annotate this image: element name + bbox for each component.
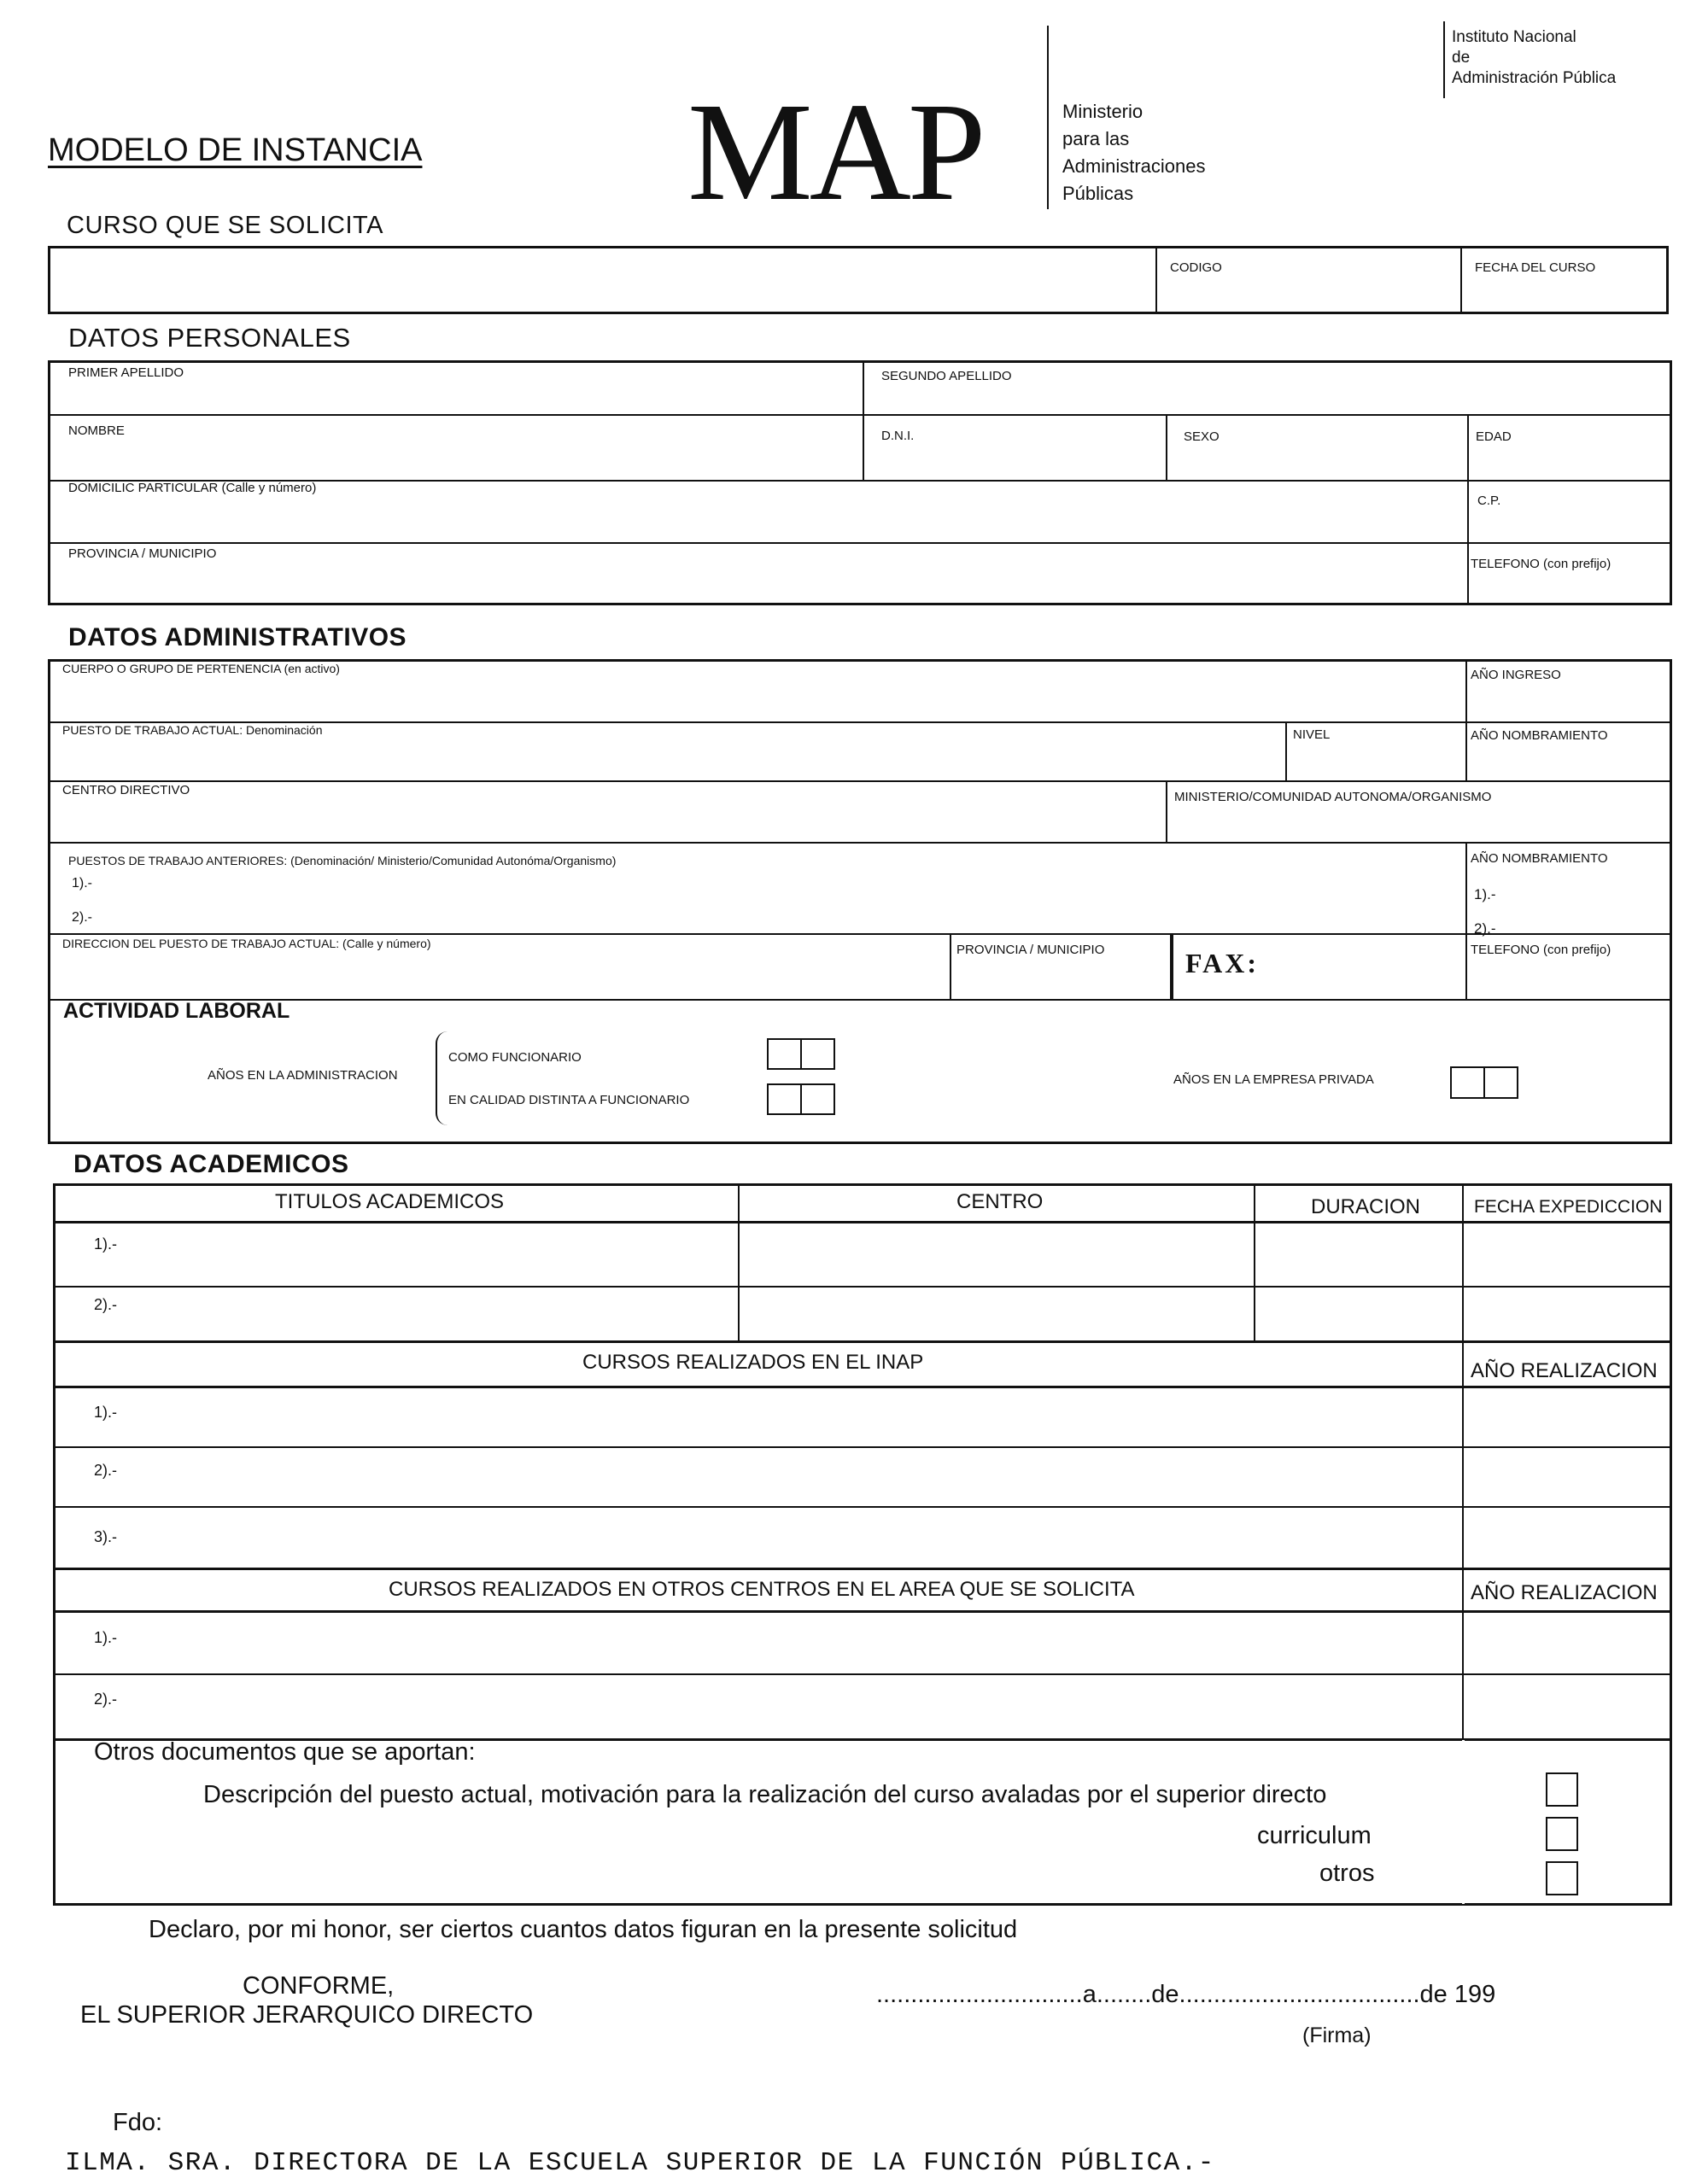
divider: [1254, 1185, 1255, 1340]
curso-box[interactable]: [48, 246, 1669, 314]
personales-section-title: DATOS PERSONALES: [68, 323, 351, 353]
divider: [1155, 248, 1157, 312]
ministry-line: Públicas: [1062, 183, 1134, 204]
form-title: MODELO DE INSTANCIA: [48, 132, 423, 168]
divider: [1465, 661, 1467, 780]
divider: [55, 1386, 1670, 1388]
col-duracion: DURACION: [1311, 1195, 1421, 1218]
divider: [1467, 416, 1469, 604]
como-funcionario-label: COMO FUNCIONARIO: [448, 1050, 582, 1065]
inap-row-1[interactable]: 1).-: [94, 1404, 117, 1421]
divider: [1166, 416, 1167, 480]
divider: [55, 1673, 1670, 1675]
divider: [1166, 780, 1167, 842]
divider: [50, 780, 1670, 782]
fax-field[interactable]: FAX:: [1185, 948, 1260, 978]
telefono-trabajo-field[interactable]: TELEFONO (con prefijo): [1471, 943, 1611, 957]
inap-title: CURSOS REALIZADOS EN EL INAP: [582, 1351, 924, 1374]
divider: [50, 933, 1670, 935]
ministry-line: Ministerio: [1062, 101, 1144, 122]
ministry-name: [1062, 98, 1206, 207]
institute-divider: [1443, 21, 1445, 98]
col-centro: CENTRO: [956, 1190, 1044, 1213]
divider: [55, 1568, 1670, 1570]
edad-field[interactable]: EDAD: [1476, 429, 1512, 444]
divider: [55, 1506, 1670, 1508]
divider: [50, 542, 1670, 544]
divider: [1285, 721, 1287, 780]
domicilio-field[interactable]: DOMICILIC PARTICULAR (Calle y número): [68, 481, 317, 495]
dni-field[interactable]: D.N.I.: [881, 429, 915, 443]
centro-directivo-field[interactable]: CENTRO DIRECTIVO: [62, 783, 190, 797]
divider: [1465, 842, 1467, 999]
divider: [863, 362, 864, 480]
titulo-row-2[interactable]: 2).-: [94, 1296, 117, 1313]
nivel-field[interactable]: NIVEL: [1293, 727, 1331, 742]
calidad-distinta-label: EN CALIDAD DISTINTA A FUNCIONARIO: [448, 1093, 690, 1107]
anio-ingreso-field[interactable]: AÑO INGRESO: [1471, 668, 1561, 682]
divider: [50, 414, 1670, 416]
ministry-line: para las: [1062, 128, 1130, 149]
logo-divider: [1047, 26, 1049, 209]
otros-title: CURSOS REALIZADOS EN OTROS CENTROS EN EL AREA QUE SE SOLICITA: [389, 1578, 1135, 1601]
otros-checkbox[interactable]: [1546, 1861, 1578, 1895]
otros-row-2[interactable]: 2).-: [94, 1691, 117, 1708]
divider: [1170, 933, 1173, 999]
telefono-field[interactable]: TELEFONO (con prefijo): [1471, 557, 1611, 571]
otros-row-1[interactable]: 1).-: [94, 1629, 117, 1646]
divider: [55, 1340, 1670, 1343]
puestos-anteriores-label: PUESTOS DE TRABAJO ANTERIORES: (Denominación/ Ministerio/Comunidad Autonóma/Organismo): [68, 854, 617, 867]
administrativos-section-title: DATOS ADMINISTRATIVOS: [68, 623, 407, 651]
sexo-field[interactable]: SEXO: [1184, 429, 1220, 444]
otros-label: otros: [1319, 1860, 1375, 1887]
anio-nombramiento-anterior-label: AÑO NOMBRAMIENTO: [1471, 851, 1608, 866]
institute-line: de: [1452, 49, 1471, 67]
divider: [50, 842, 1670, 844]
anio-nombramiento-field[interactable]: AÑO NOMBRAMIENTO: [1471, 728, 1608, 743]
institute-line: Administración Pública: [1452, 69, 1617, 87]
inap-row-2[interactable]: 2).-: [94, 1462, 117, 1479]
divider-cover: [1462, 1740, 1465, 1904]
institute-line: Instituto Nacional: [1452, 28, 1576, 46]
inap-year-header: AÑO REALIZACION: [1471, 1359, 1658, 1382]
divider: [55, 1610, 1670, 1613]
divider: [55, 1221, 1670, 1223]
primer-apellido-field[interactable]: PRIMER APELLIDO: [68, 365, 184, 380]
otros-documentos-label: Otros documentos que se aportan:: [94, 1738, 476, 1766]
titulo-row-1[interactable]: 1).-: [94, 1235, 117, 1253]
curriculum-label: curriculum: [1257, 1822, 1372, 1849]
puesto-anterior-2[interactable]: 2).-: [72, 910, 92, 925]
codigo-label: CODIGO: [1170, 260, 1222, 275]
segundo-apellido-field[interactable]: SEGUNDO APELLIDO: [881, 369, 1012, 383]
digit-divider: [1483, 1066, 1485, 1099]
cuerpo-field[interactable]: CUERPO O GRUPO DE PERTENENCIA (en activo): [62, 662, 340, 675]
nombre-field[interactable]: NOMBRE: [68, 423, 125, 438]
firma-label: (Firma): [1302, 2023, 1372, 2047]
divider: [55, 1446, 1670, 1448]
inap-row-3[interactable]: 3).-: [94, 1528, 117, 1545]
anio-anterior-2[interactable]: 2).-: [1474, 920, 1496, 937]
divider: [50, 999, 1670, 1001]
puesto-actual-field[interactable]: PUESTO DE TRABAJO ACTUAL: Denominación: [62, 723, 323, 737]
curriculum-checkbox[interactable]: [1546, 1817, 1578, 1851]
bracket: [436, 1031, 451, 1125]
digit-divider: [800, 1038, 802, 1070]
curso-section-title: CURSO QUE SE SOLICITA: [67, 212, 383, 239]
descripcion-checkbox[interactable]: [1546, 1772, 1578, 1807]
empresa-privada-label: AÑOS EN LA EMPRESA PRIVADA: [1173, 1072, 1374, 1087]
declaracion-text: Declaro, por mi honor, ser ciertos cuantos datos figuran en la presente solicitud: [149, 1916, 1018, 1943]
fecha-curso-label: FECHA DEL CURSO: [1475, 260, 1596, 275]
fdo-label: Fdo:: [113, 2109, 163, 2136]
fecha-firma-line[interactable]: ..............................a........de...................................de 199: [876, 1981, 1496, 2008]
anios-administracion-label: AÑOS EN LA ADMINISTRACION: [208, 1068, 398, 1083]
descripcion-label: Descripción del puesto actual, motivación para la realización del curso avaladas por el superior directo: [203, 1781, 1327, 1808]
destinatario-line: ILMA. SRA. DIRECTORA DE LA ESCUELA SUPERIOR DE LA FUNCIÓN PÚBLICA.-: [65, 2148, 1215, 2178]
anio-anterior-1[interactable]: 1).-: [1474, 886, 1496, 902]
col-titulos: TITULOS ACADEMICOS: [275, 1190, 505, 1213]
superior-label: EL SUPERIOR JERARQUICO DIRECTO: [80, 2001, 534, 2029]
divider: [55, 1286, 1670, 1288]
ministry-line: Administraciones: [1062, 155, 1206, 177]
divider: [1460, 248, 1462, 312]
conforme-label: CONFORME,: [243, 1972, 395, 2000]
digit-divider: [800, 1083, 802, 1115]
col-fecha: FECHA EXPEDICCION: [1474, 1197, 1663, 1217]
divider: [950, 933, 951, 999]
otros-year-header: AÑO REALIZACION: [1471, 1581, 1658, 1604]
map-logo: MAP: [687, 73, 983, 230]
puesto-anterior-1[interactable]: 1).-: [72, 876, 92, 891]
cp-field[interactable]: C.P.: [1477, 493, 1501, 508]
divider: [738, 1185, 740, 1340]
direccion-field[interactable]: DIRECCION DEL PUESTO DE TRABAJO ACTUAL: (Calle y número): [62, 937, 431, 950]
academicos-section-title: DATOS ACADEMICOS: [73, 1150, 349, 1178]
provincia-trabajo-field[interactable]: PROVINCIA / MUNICIPIO: [956, 943, 1105, 957]
provincia-field[interactable]: PROVINCIA / MUNICIPIO: [68, 546, 217, 561]
institute-name: [1452, 27, 1616, 89]
actividad-laboral-label: ACTIVIDAD LABORAL: [63, 999, 290, 1023]
ministerio-field[interactable]: MINISTERIO/COMUNIDAD AUTONOMA/ORGANISMO: [1174, 790, 1492, 804]
